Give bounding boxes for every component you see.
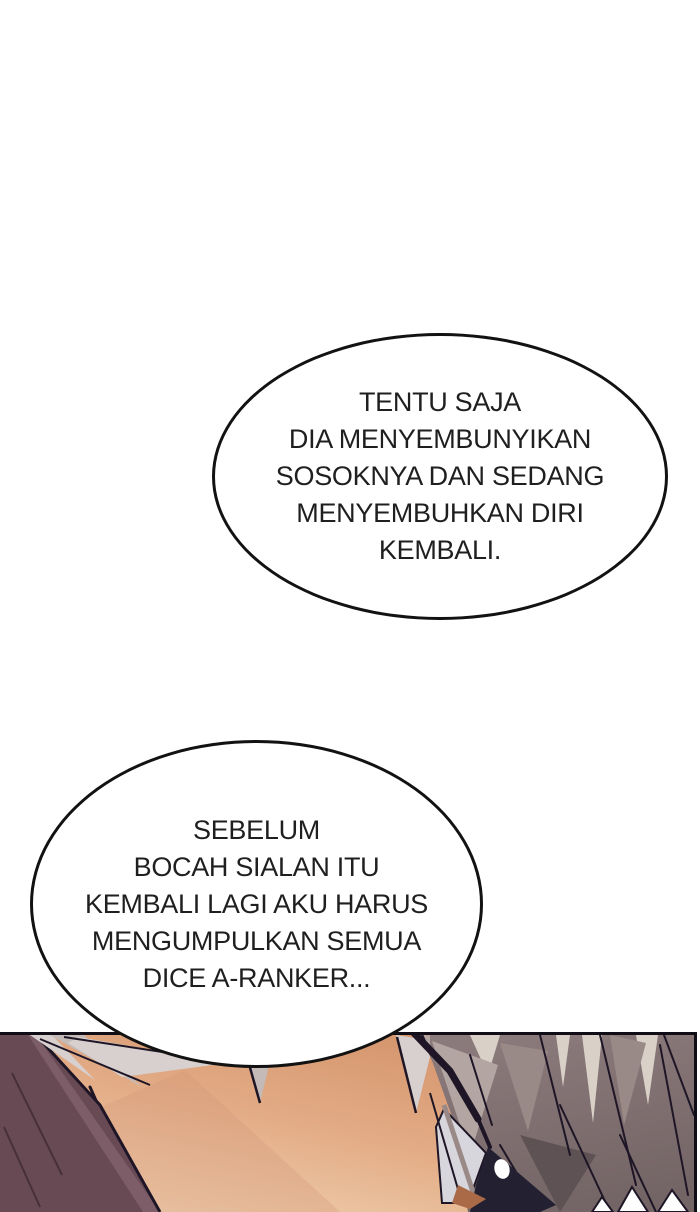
bubble-line: MENYEMBUHKAN DIRI [296,498,584,528]
bubble-line: BOCAH SIALAN ITU [133,851,380,882]
speech-bubble-top [212,333,668,620]
bubble-line: DICE A-RANKER... [142,962,371,993]
comic-art-panel [0,1032,697,1212]
bubble-line: MENGUMPULKAN SEMUA [91,925,422,956]
bubble-line: KEMBALI LAGI AKU HARUS [84,888,429,919]
bubble-line: SOSOKNYA DAN SEDANG [275,461,605,491]
panel-artwork [0,1035,694,1212]
bubble-line: TENTU SAJA [358,387,522,417]
bubble-line: KEMBALI. [378,535,502,565]
bubble-line: SEBELUM [193,814,320,845]
speech-bubble-bottom [30,740,483,1068]
bubble-line: DIA MENYEMBUNYIKAN [288,424,592,454]
